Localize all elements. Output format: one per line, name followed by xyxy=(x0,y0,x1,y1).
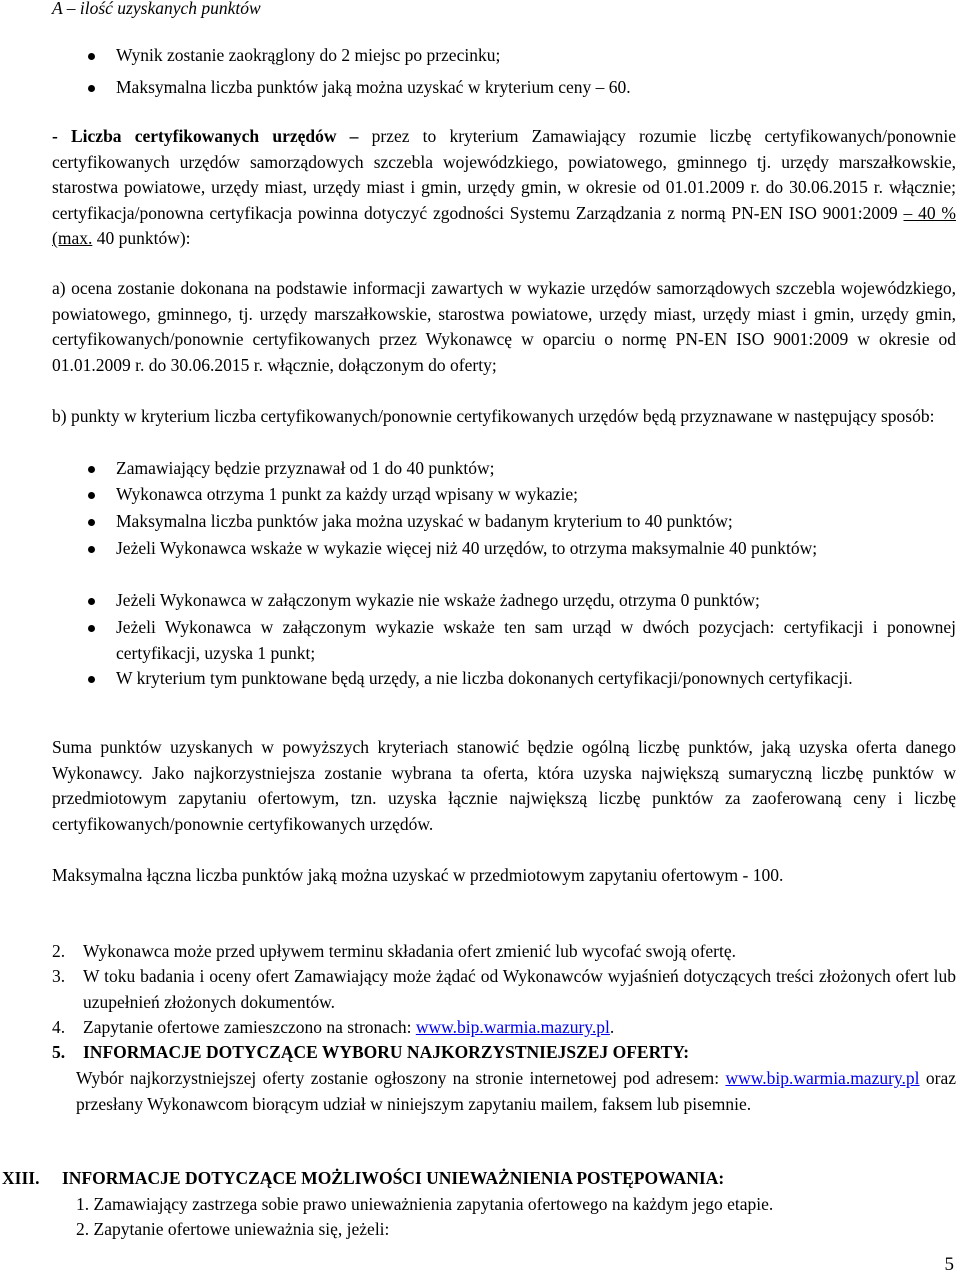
list-item: Jeżeli Wykonawca w załączonym wykazie wskaże ten sam urząd w dwóch pozycjach: certyfikacji i ponownej certyfikacji, uzyska 1 punkt; xyxy=(116,617,956,663)
item-number: 4. xyxy=(52,1017,66,1037)
item-number: 2. xyxy=(52,941,66,961)
bullet-icon xyxy=(88,53,95,60)
bullet-icon xyxy=(88,466,95,473)
item-number: 3. xyxy=(52,966,66,986)
list-item: Jeżeli Wykonawca w załączonym wykazie nie wskaże żadnego urzędu, otrzyma 0 punktów; xyxy=(116,590,760,610)
item-text: W toku badania i oceny ofert Zamawiający może żądać od Wykonawców wyjaśnień dotyczących treści złożonych ofert lub uzupełnień złożonych dokumentów. xyxy=(83,966,956,1012)
section-number: XIII. xyxy=(2,1168,40,1188)
criterion-point-b: b) punkty w kryterium liczba certyfikowanych/ponownie certyfikowanych urzędów będą przyznawane w następujący sposób: xyxy=(52,406,935,426)
criterion-max: 40 punktów): xyxy=(92,228,191,249)
list-item: Jeżeli Wykonawca wskaże w wykazie więcej niż 40 urzędów, to otrzyma maksymalnie 40 punktów; xyxy=(116,538,818,558)
list-item: W kryterium tym punktowane będą urzędy, a nie liczba dokonanych certyfikacji/ponownych certyfikacji. xyxy=(116,668,853,688)
criterion-point-a: a) ocena zostanie dokonana na podstawie informacji zawartych w wykazie urzędów samorządowych szczebla wojewódzkiego, powiatowego, gminnego, tj. urzędy marszałkowskie, starostwa powiatowe, urzędy miast, urzędy miast i gmin, urzędy gmin, certyfikowanych/ponownie certyfikowanych przez Wykonawcę w oparciu o normę PN-EN ISO 9001:2009 w okresie od 01.01.2009 r. do 30.06.2015 r. włącznie, dołączonym do oferty; xyxy=(52,278,956,375)
criterion-description: przez to kryterium Zamawiający rozumie liczbę certyfikowanych/ponownie certyfikowanych urzędów samorządowych szczebla wojewódzkiego, powiatowego, gminnego tj. urzędy marszałkowskie, starostwa powiatowe, urzędy miast, urzędy miast i gmin, urzędy gmin, w okresie od 01.01.2009 r. do 30.06.2015 r. włącznie; certyfikacja/ponowna certyfikacja powinna dotyczyć zgodności Systemu Zarządzania z normą PN-EN ISO 9001:2009 xyxy=(52,126,956,223)
list-item: Wynik zostanie zaokrąglony do 2 miejsc po przecinku; xyxy=(116,45,501,65)
bip-link[interactable]: www.bip.warmia.mazury.pl xyxy=(725,1068,920,1088)
bullet-icon xyxy=(88,676,95,683)
bullet-icon xyxy=(88,492,95,499)
bip-link[interactable]: www.bip.warmia.mazury.pl xyxy=(415,1017,610,1037)
bullet-icon xyxy=(88,625,95,632)
section-heading-a: A – ilość uzyskanych punktów xyxy=(52,0,261,18)
list-item: Maksymalna liczba punktów jaka można uzyskać w badanym kryterium to 40 punktów; xyxy=(116,511,733,531)
section5-text: Wybór najkorzystniejszej oferty zostanie ogłoszony na stronie internetowej pod adresem: xyxy=(76,1068,726,1088)
item-text: Zapytanie ofertowe zamieszczono na stronach: xyxy=(83,1017,416,1037)
item-number: 5. xyxy=(52,1042,66,1062)
bullet-icon xyxy=(88,598,95,605)
list-item: Maksymalna liczba punktów jaką można uzyskać w kryterium ceny – 60. xyxy=(116,77,631,97)
max-total-paragraph: Maksymalna łączna liczba punktów jaką można uzyskać w przedmiotowym zapytaniu ofertowym - 100. xyxy=(52,865,784,885)
bullet-icon xyxy=(88,519,95,526)
bullet-icon xyxy=(88,85,95,92)
section5-paragraph xyxy=(76,1066,956,1117)
list-item: Wykonawca otrzyma 1 punkt za każdy urząd wpisany w wykazie; xyxy=(116,484,579,504)
numbered-item xyxy=(52,964,956,1016)
item-text: Wykonawca może przed upływem terminu składania ofert zmienić lub wycofać swoją ofertę. xyxy=(83,941,736,961)
criterion-weight: – 40 % (max. xyxy=(52,202,957,249)
section5-text-end: oraz przesłany Wykonawcom biorącym udział w niniejszym zapytaniu mailem, faksem lub pisemnie. xyxy=(76,1068,956,1114)
bullet-icon xyxy=(88,546,95,553)
criterion-title: - Liczba certyfikowanych urzędów – xyxy=(52,126,359,146)
criterion-paragraph xyxy=(52,124,956,252)
list-item: 2. Zapytanie ofertowe unieważnia się, jeżeli: xyxy=(76,1219,390,1239)
page-number: 5 xyxy=(944,1254,954,1275)
item-text-end: . xyxy=(609,1017,615,1037)
section-heading: INFORMACJE DOTYCZĄCE MOŻLIWOŚCI UNIEWAŻNIENIA POSTĘPOWANIA: xyxy=(62,1168,725,1188)
list-item: Zamawiający będzie przyznawał od 1 do 40 punktów; xyxy=(116,458,495,478)
section-heading: INFORMACJE DOTYCZĄCE WYBORU NAJKORZYSTNIEJSZEJ OFERTY: xyxy=(83,1042,690,1062)
list-item: 1. Zamawiający zastrzega sobie prawo unieważnienia zapytania ofertowego na każdym jego etapie. xyxy=(76,1194,774,1214)
summary-paragraph: Suma punktów uzyskanych w powyższych kryteriach stanowić będzie ogólną liczbę punktów, jaką uzyska oferta danego Wykonawcy. Jako najkorzystniejsza zostanie wybrana ta oferta, która uzyska największą sumaryczną liczbę punktów w przedmiotowym zapytaniu ofertowym, tzn. uzyska łącznie największą liczbę punktów za zaoferowaną ceny i liczbę certyfikowanych/ponownie certyfikowanych urzędów. xyxy=(52,737,956,834)
